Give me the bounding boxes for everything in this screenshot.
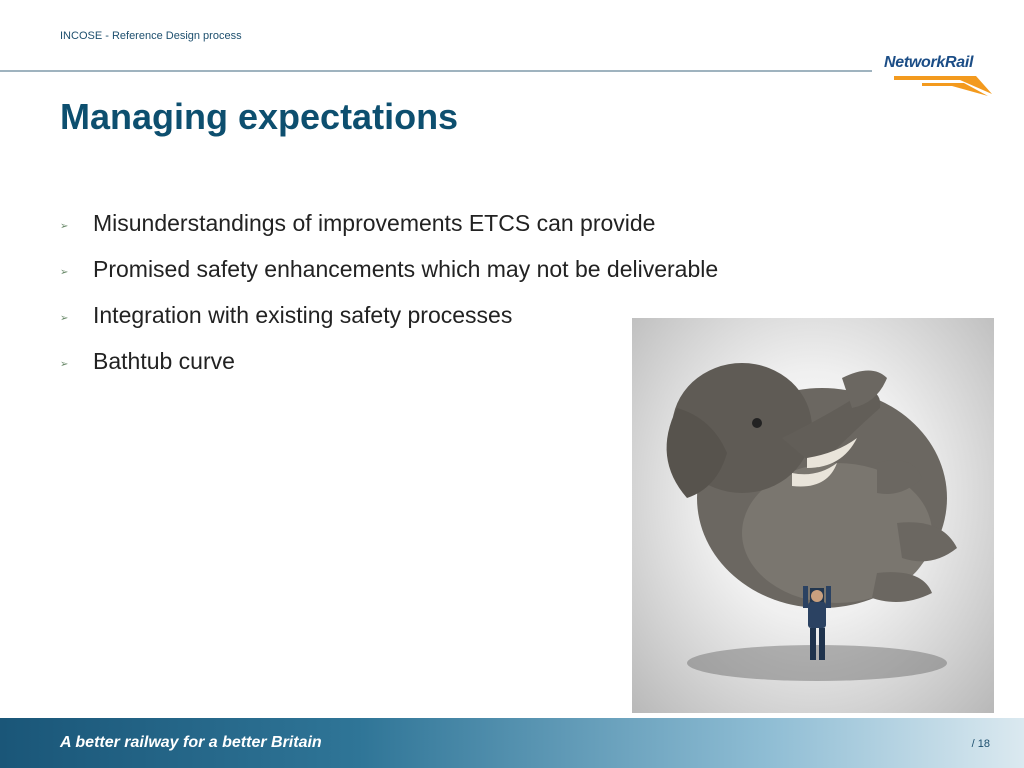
arrow-bullet-icon: ➢ [60, 220, 69, 232]
bullet-text: Integration with existing safety processes [93, 301, 513, 328]
bullet-text: Bathtub curve [93, 347, 235, 374]
page-number: / 18 [971, 738, 990, 750]
footer-bar [0, 718, 1024, 768]
arrow-bullet-icon: ➢ [60, 358, 69, 370]
footer-slogan: A better railway for a better Britain [60, 734, 322, 751]
arrow-bullet-icon: ➢ [60, 312, 69, 324]
bullet-text: Misunderstandings of improvements ETCS can provide [93, 209, 656, 236]
list-item [60, 246, 718, 292]
elephant-photo [632, 318, 994, 713]
list-item [60, 338, 718, 384]
elephant-illustration [632, 318, 994, 713]
header-text: INCOSE - Reference Design process [60, 30, 242, 42]
bullet-list [60, 200, 718, 384]
slide-title: Managing expectations [60, 96, 459, 137]
list-item [60, 292, 718, 338]
logo-arrows-icon [884, 50, 1004, 100]
bullet-text: Promised safety enhancements which may not be deliverable [93, 255, 719, 282]
network-rail-logo [884, 50, 1004, 100]
logo-text: NetworkRail [884, 54, 974, 71]
header-rule [0, 70, 872, 72]
arrow-bullet-icon: ➢ [60, 266, 69, 278]
list-item [60, 200, 718, 246]
